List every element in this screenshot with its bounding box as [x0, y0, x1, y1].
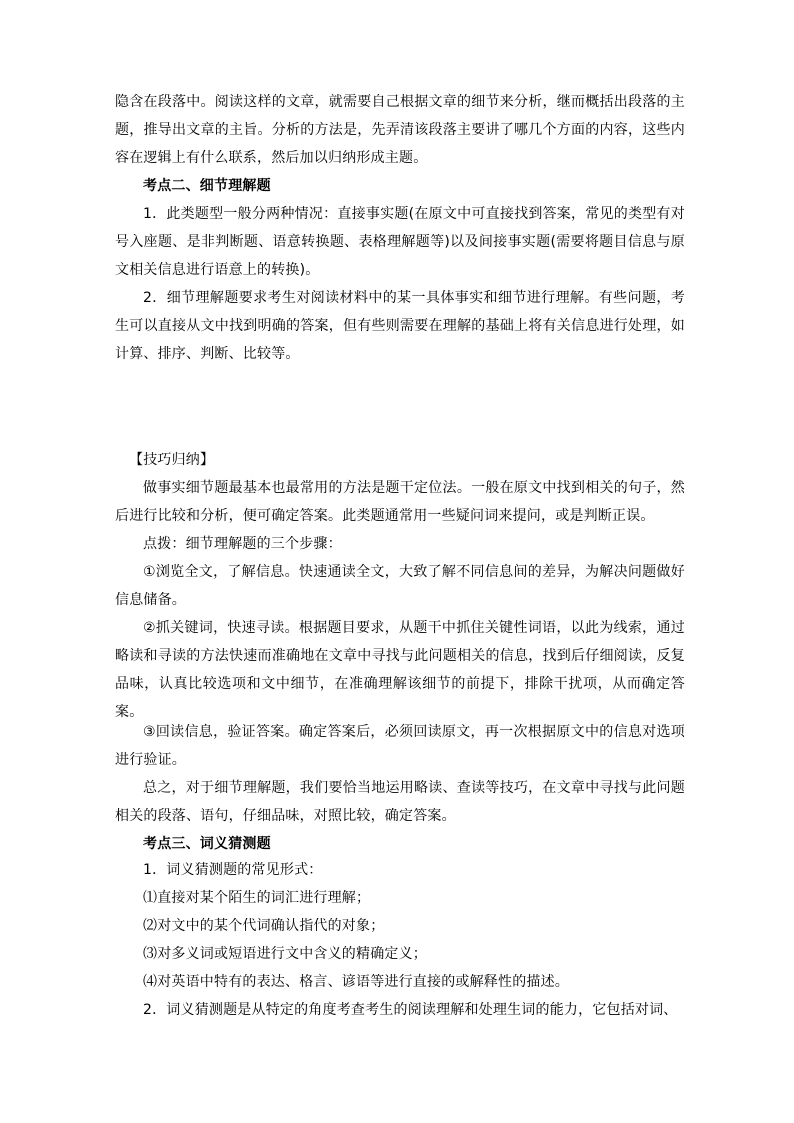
word-guess-point-1: 1．词义猜测题的常见形式： [143, 862, 323, 878]
tips-heading: 【技巧归纳】 [129, 452, 215, 468]
step-3: ③回读信息，验证答案。确定答案后，必须回读原文，再一次根据原文中的信息对选项进行验证。 [115, 724, 685, 768]
section-heading-detail-understanding: 考点二、细节理解题 [143, 178, 271, 194]
steps-intro: 点拨：细节理解题的三个步骤： [143, 536, 342, 552]
tips-paragraph-1: 做事实细节题最基本也最常用的方法是题干定位法。一般在原文中找到相关的句子，然后进行比较和分析，便可确定答案。此类题通常用一些疑问词来提问，或是判断正误。 [115, 480, 685, 524]
detail-point-1: 1．此类题型一般分两种情况：直接事实题(在原文中可直接找到答案，常见的类型有对号入座题、是非判断题、语意转换题、表格理解题等)以及间接事实题(需要将题目信息与原文相关信息进行语意上的转换)。 [115, 206, 685, 278]
step-1: ①浏览全文，了解信息。快速通读全文，大致了解不同信息间的差异，为解决问题做好信息储备。 [115, 564, 685, 608]
word-guess-form-1: ⑴直接对某个陌生的词汇进行理解； [143, 890, 371, 906]
word-guess-form-2: ⑵对文中的某个代词确认指代的对象； [143, 918, 385, 934]
word-guess-form-4: ⑷对英语中特有的表达、格言、谚语等进行直接的或解释性的描述。 [143, 974, 569, 990]
word-guess-point-2: 2．词义猜测题是从特定的角度考查考生的阅读理解和处理生词的能力，它包括对词、 [143, 1002, 678, 1018]
summary-paragraph: 总之，对于细节理解题，我们要恰当地运用略读、查读等技巧，在文章中寻找与此问题相关的段落、语句，仔细品味，对照比较，确定答案。 [115, 780, 685, 824]
word-guess-form-3: ⑶对多义词或短语进行文中含义的精确定义； [143, 946, 427, 962]
section-heading-word-guessing: 考点三、词义猜测题 [143, 836, 271, 852]
detail-point-2: 2．细节理解题要求考生对阅读材料中的某一具体事实和细节进行理解。有些问题，考生可以直接从文中找到明确的答案，但有些则需要在理解的基础上将有关信息进行处理，如计算、排序、判断、比较等。 [115, 290, 685, 362]
step-2: ②抓关键词，快速寻读。根据题目要求，从题干中抓住关键性词语，以此为线索，通过略读和寻读的方法快速而准确地在文章中寻找与此问题相关的信息，找到后仔细阅读，反复品味，认真比较选项和文中细节，在准确理解该细节的前提下，排除干扰项，从而确定答案。 [115, 620, 685, 720]
intro-paragraph: 隐含在段落中。阅读这样的文章，就需要自己根据文章的细节来分析，继而概括出段落的主题，推导出文章的主旨。分析的方法是，先弄清该段落主要讲了哪几个方面的内容，这些内容在逻辑上有什么联系，然后加以归纳形成主题。 [115, 94, 685, 166]
